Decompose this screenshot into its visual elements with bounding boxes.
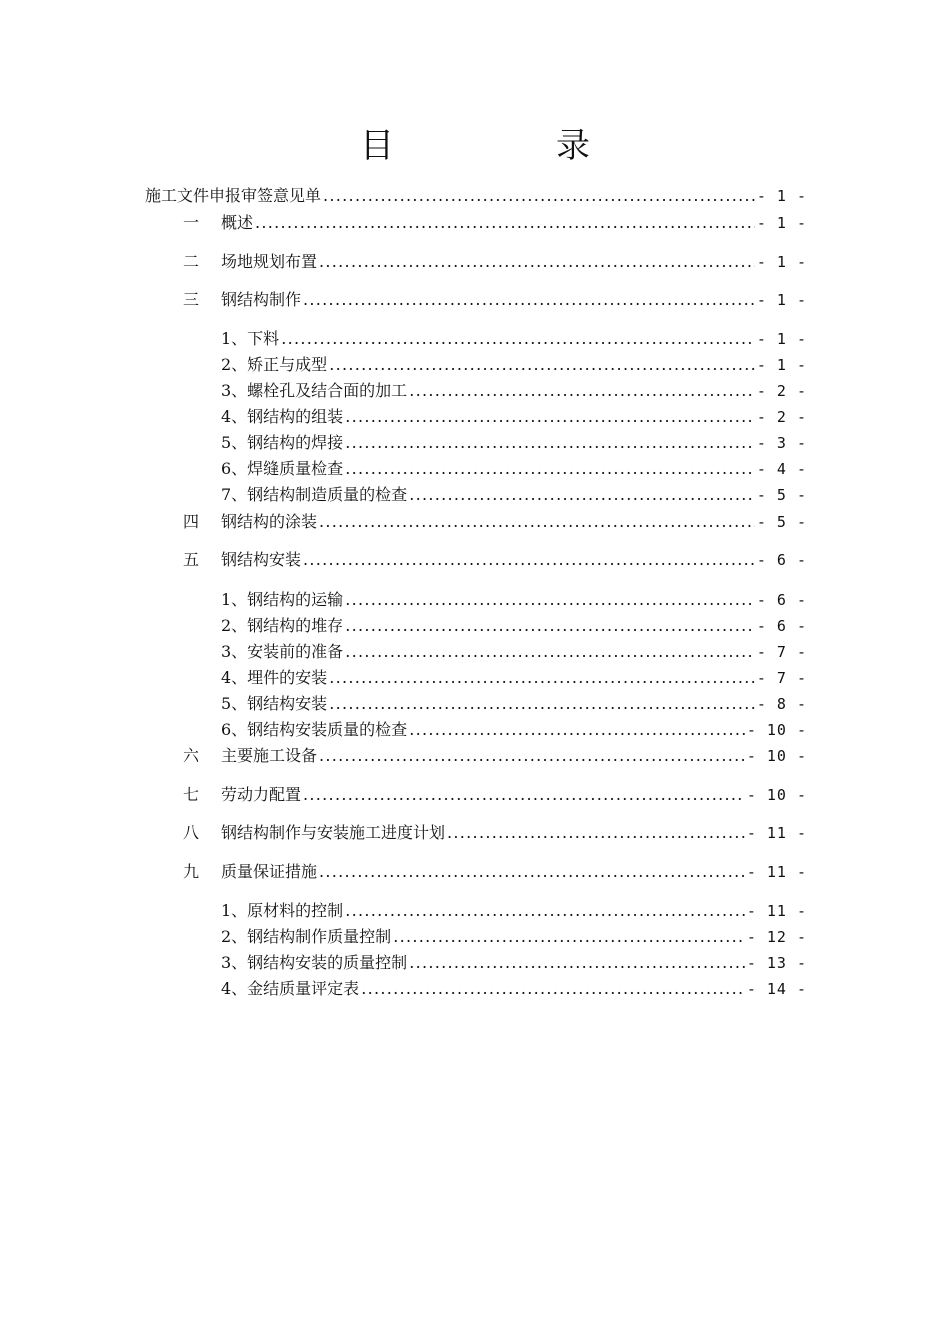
toc-entry-leader — [361, 978, 745, 1000]
toc-entry-leader — [447, 822, 745, 844]
toc-entry[interactable] — [221, 978, 807, 1000]
toc-entry-label: 4、钢结构的组装 — [221, 407, 344, 426]
toc-entry-leader — [345, 458, 755, 480]
toc-entry-leader — [345, 406, 755, 428]
toc-entry[interactable] — [221, 432, 807, 454]
toc-entry-page: - 1 - — [756, 253, 807, 271]
toc-entry-page: - 10 - — [746, 747, 807, 765]
toc-entry-label: 施工文件申报审签意见单 — [145, 186, 322, 205]
toc-entry-number: 四 — [183, 512, 200, 531]
toc-entry-label: 7、钢结构制造质量的检查 — [221, 485, 408, 504]
toc-entry-page: - 13 - — [746, 954, 807, 972]
toc-entry-leader — [281, 328, 755, 350]
toc-entry[interactable] — [183, 251, 807, 273]
toc-entry[interactable] — [183, 511, 807, 533]
toc-entry-page: - 5 - — [756, 486, 807, 504]
toc-entry[interactable] — [145, 185, 807, 207]
toc-entry[interactable] — [221, 406, 807, 428]
toc-entry-label: 2、钢结构的堆存 — [221, 616, 344, 635]
toc-entry-label: 钢结构的涂装 — [221, 512, 318, 531]
toc-entry-number: 七 — [183, 785, 200, 804]
toc-entry-page: - 1 - — [756, 214, 807, 232]
toc-entry[interactable] — [221, 719, 807, 741]
toc-entry-leader — [345, 900, 745, 922]
toc-entry-number: 九 — [183, 862, 200, 881]
toc-entry-label: 3、螺栓孔及结合面的加工 — [221, 381, 408, 400]
toc-entry-label: 钢结构制作 — [221, 290, 302, 309]
toc-entry[interactable] — [221, 589, 807, 611]
toc-entry-leader — [393, 926, 745, 948]
toc-entry-leader — [319, 861, 745, 883]
toc-entry-label: 4、埋件的安装 — [221, 668, 328, 687]
toc-entry-label: 5、钢结构的焊接 — [221, 433, 344, 452]
toc-entry-page: - 14 - — [746, 980, 807, 998]
toc-entry-label: 概述 — [221, 213, 254, 232]
toc-entry-leader — [303, 549, 755, 571]
toc-entry-leader — [319, 511, 755, 533]
toc-entry[interactable] — [183, 784, 807, 806]
toc-title: 目 录 — [360, 126, 654, 166]
toc-entry-page: - 11 - — [746, 863, 807, 881]
toc-entry-label: 钢结构制作与安装施工进度计划 — [221, 823, 446, 842]
toc-entry[interactable] — [221, 328, 807, 350]
toc-entry-label: 4、金结质量评定表 — [221, 979, 360, 998]
toc-entry-label: 1、下料 — [221, 329, 280, 348]
toc-entry-label: 3、安装前的准备 — [221, 642, 344, 661]
toc-entry-page: - 11 - — [746, 824, 807, 842]
toc-entry-label: 钢结构安装 — [221, 550, 302, 569]
toc-entry-leader — [255, 212, 755, 234]
toc-entry[interactable] — [221, 641, 807, 663]
toc-entry-page: - 3 - — [756, 434, 807, 452]
toc-entry-label: 1、钢结构的运输 — [221, 590, 344, 609]
toc-entry-label: 1、原材料的控制 — [221, 901, 344, 920]
toc-entry-page: - 7 - — [756, 643, 807, 661]
toc-entry[interactable] — [183, 745, 807, 767]
toc-entry[interactable] — [221, 693, 807, 715]
toc-entry-leader — [409, 719, 745, 741]
toc-entry-page: - 2 - — [756, 408, 807, 426]
toc-entry[interactable] — [183, 822, 807, 844]
toc-entry[interactable] — [221, 615, 807, 637]
toc-entry-label: 劳动力配置 — [221, 785, 302, 804]
toc-entry[interactable] — [221, 380, 807, 402]
toc-entry-label: 主要施工设备 — [221, 746, 318, 765]
toc-entry-label: 场地规划布置 — [221, 252, 318, 271]
toc-entry-page: - 10 - — [746, 721, 807, 739]
toc-entry[interactable] — [221, 458, 807, 480]
toc-entry[interactable] — [221, 952, 807, 974]
toc-entry-label: 5、钢结构安装 — [221, 694, 328, 713]
toc-entry-leader — [323, 185, 755, 207]
toc-entry-number: 六 — [183, 746, 200, 765]
toc-entry-number: 三 — [183, 290, 200, 309]
toc-entry-leader — [409, 380, 755, 402]
toc-entry-leader — [409, 484, 755, 506]
toc-entry-label: 质量保证措施 — [221, 862, 318, 881]
toc-entry-number: 八 — [183, 823, 200, 842]
toc-entry[interactable] — [221, 354, 807, 376]
toc-entry[interactable] — [183, 861, 807, 883]
toc-entry-label: 3、钢结构安装的质量控制 — [221, 953, 408, 972]
toc-entry[interactable] — [183, 212, 807, 234]
toc-entry-page: - 6 - — [756, 617, 807, 635]
toc-entry[interactable] — [183, 549, 807, 571]
toc-entry[interactable] — [221, 926, 807, 948]
toc-entry-label: 2、矫正与成型 — [221, 355, 328, 374]
toc-entry-leader — [329, 354, 755, 376]
toc-entry-page: - 1 - — [756, 187, 807, 205]
toc-entry-page: - 1 - — [756, 356, 807, 374]
toc-entry-page: - 2 - — [756, 382, 807, 400]
toc-entry-label: 2、钢结构制作质量控制 — [221, 927, 392, 946]
toc-entry[interactable] — [221, 900, 807, 922]
toc-entry-label: 6、焊缝质量检查 — [221, 459, 344, 478]
toc-entry-leader — [345, 641, 755, 663]
toc-entry-page: - 12 - — [746, 928, 807, 946]
toc-entry-page: - 5 - — [756, 513, 807, 531]
toc-entry-leader — [303, 289, 755, 311]
toc-entry-leader — [345, 615, 755, 637]
toc-entry[interactable] — [221, 667, 807, 689]
toc-entry-page: - 7 - — [756, 669, 807, 687]
toc-entry-page: - 10 - — [746, 786, 807, 804]
toc-entry-number: 五 — [183, 550, 200, 569]
toc-entry-leader — [345, 432, 755, 454]
toc-entry-page: - 8 - — [756, 695, 807, 713]
toc-entry-page: - 6 - — [756, 551, 807, 569]
toc-entry-number: 一 — [183, 213, 200, 232]
toc-entry-leader — [345, 589, 755, 611]
toc-entry-leader — [303, 784, 745, 806]
toc-entry-leader — [319, 745, 745, 767]
toc-entry-leader — [329, 667, 755, 689]
toc-entry[interactable] — [221, 484, 807, 506]
toc-entry-page: - 6 - — [756, 591, 807, 609]
toc-entry-leader — [409, 952, 745, 974]
toc-entry-page: - 1 - — [756, 291, 807, 309]
toc-entry-number: 二 — [183, 252, 200, 271]
toc-entry[interactable] — [183, 289, 807, 311]
toc-entry-label: 6、钢结构安装质量的检查 — [221, 720, 408, 739]
toc-entry-page: - 1 - — [756, 330, 807, 348]
toc-entry-leader — [319, 251, 755, 273]
toc-entry-page: - 11 - — [746, 902, 807, 920]
toc-entry-page: - 4 - — [756, 460, 807, 478]
toc-entry-leader — [329, 693, 755, 715]
